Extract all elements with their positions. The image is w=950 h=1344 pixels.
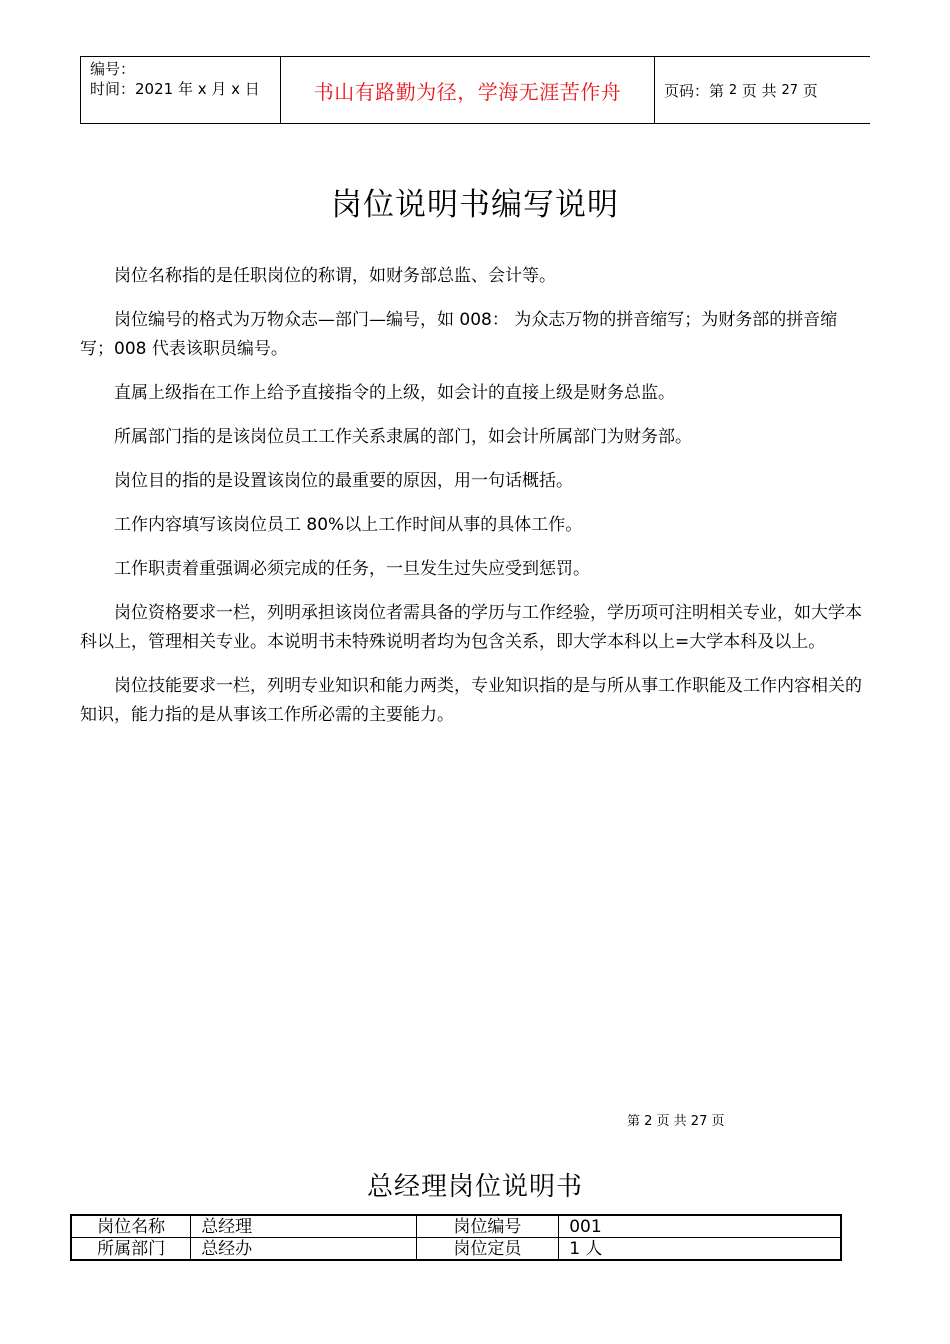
table-cell: 岗位定员 <box>416 1238 559 1261</box>
paragraph-job-purpose: 岗位目的指的是设置该岗位的最重要的原因，用一句话概括。 <box>114 471 573 491</box>
header-meta <box>81 57 281 123</box>
page-total: 27 <box>781 82 798 98</box>
paragraph-skills: 岗位技能要求一栏，列明专业知识和能力两类，专业知识指的是与所从事工作职能及工作内容相关的知识，能力指的是从事该工作所必需的主要能力。 <box>80 676 862 725</box>
page-di: 第 <box>709 81 725 100</box>
paragraph-job-code: 岗位编号的格式为万物众志—部门—编号，如 008： 为众志万物的拼音缩写；为财务部的拼音缩写；008 代表该职员编号。 <box>80 310 838 359</box>
table-cell: 1 人 <box>559 1238 841 1261</box>
table-cell: 总经办 <box>191 1238 416 1261</box>
page-label: 页码： <box>664 81 710 100</box>
time-line <box>90 79 280 99</box>
table-row <box>71 1238 841 1261</box>
header-page-info <box>655 57 870 123</box>
document-body <box>80 262 870 745</box>
table-cell: 岗位编号 <box>416 1215 559 1238</box>
job-info-table <box>70 1214 842 1261</box>
table-cell: 所属部门 <box>71 1238 191 1261</box>
table-cell: 岗位名称 <box>71 1215 191 1238</box>
paragraph-qualifications: 岗位资格要求一栏，列明承担该岗位者需具备的学历与工作经验，学历项可注明相关专业，如大学本科以上，管理相关专业。本说明书未特殊说明者均为包含关系，即大学本科以上=大学本科及以上。 <box>80 603 862 652</box>
table-row <box>71 1215 841 1238</box>
time-value: 2021 年 x 月 x 日 <box>135 80 260 98</box>
document-title: 岗位说明书编写说明 <box>331 187 619 223</box>
section-title: 总经理岗位说明书 <box>366 1172 583 1202</box>
paragraph-job-duties: 工作职责着重强调必须完成的任务，一旦发生过失应受到惩罚。 <box>114 559 590 579</box>
header-motto: 书山有路勤为径，学海无涯苦作舟 <box>281 57 655 123</box>
paragraph-job-content: 工作内容填写该岗位员工 80%以上工作时间从事的具体工作。 <box>114 515 583 535</box>
page-number: 2 <box>728 82 738 98</box>
table-cell: 总经理 <box>191 1215 416 1238</box>
page-ye: 页 共 <box>741 81 777 100</box>
paragraph-department: 所属部门指的是该岗位员工工作关系隶属的部门，如会计所属部门为财务部。 <box>114 427 692 447</box>
table-cell: 001 <box>559 1215 841 1238</box>
page-footer: 第 2 页 共 27 页 <box>627 1114 725 1129</box>
paragraph-direct-superior: 直属上级指在工作上给予直接指令的上级，如会计的直接上级是财务总监。 <box>114 383 675 403</box>
page-header <box>80 56 870 124</box>
time-label: 时间： <box>90 80 136 98</box>
paragraph-job-title: 岗位名称指的是任职岗位的称谓，如财务部总监、会计等。 <box>114 266 556 286</box>
number-label: 编号： <box>90 60 136 78</box>
page-end: 页 <box>802 81 818 100</box>
